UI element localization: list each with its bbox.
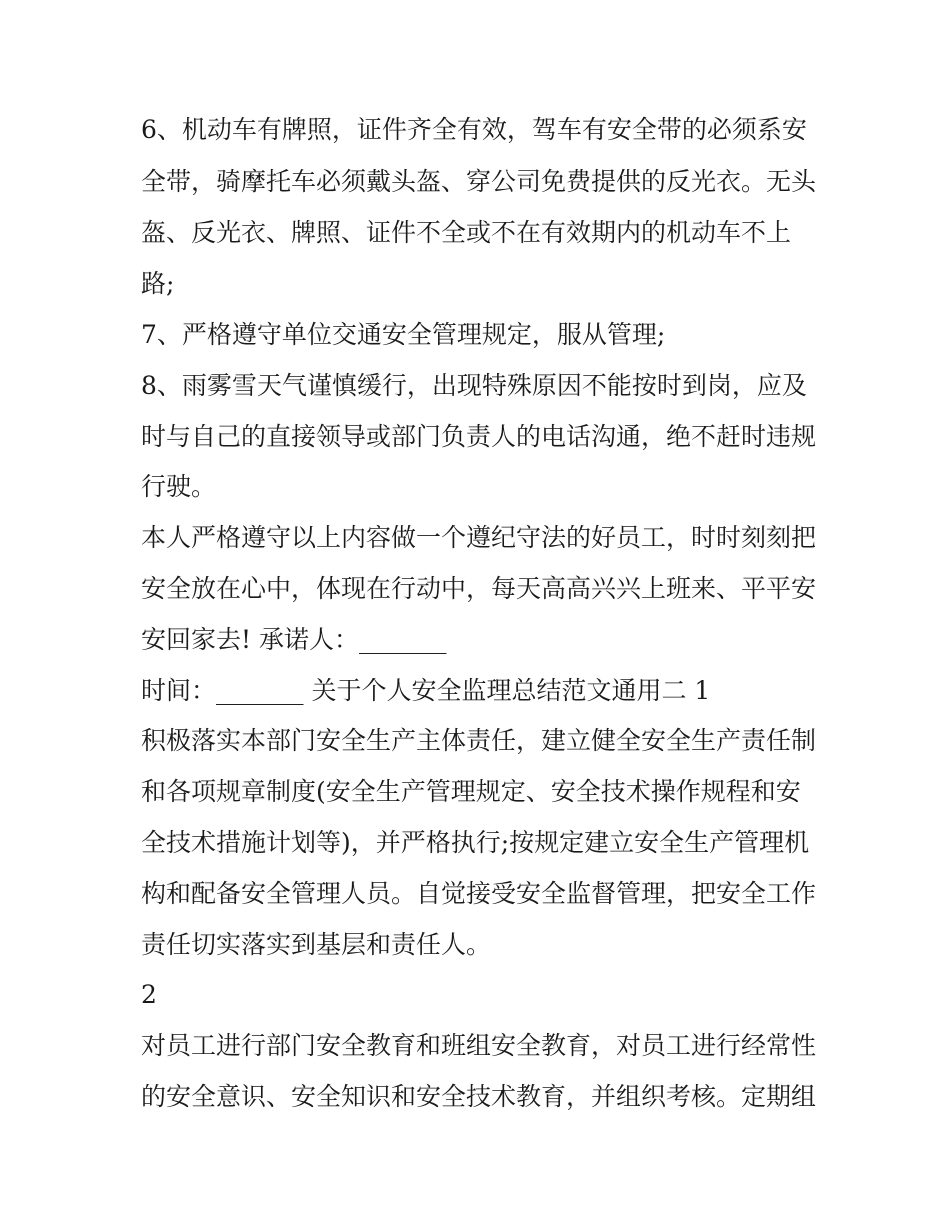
text-line: 的安全意识、安全知识和安全技术教育，并组织考核。定期组 <box>141 1082 817 1111</box>
text-line: 行驶。 <box>141 472 217 501</box>
text-line: 路; <box>141 269 175 298</box>
text-line: 7、严格遵守单位交通安全管理规定，服从管理; <box>141 320 666 349</box>
text-line: 安回家去! 承诺人：_______ <box>141 625 447 654</box>
text-line: 积极落实本部门安全生产主体责任，建立健全安全生产责任制 <box>141 726 817 755</box>
text-line: 安全放在心中，体现在行动中，每天高高兴兴上班来、平平安 <box>141 574 817 603</box>
text-line: 6、机动车有牌照，证件齐全有效，驾车有安全带的必须系安 <box>141 115 807 144</box>
text-line: 时间：_______ 关于个人安全监理总结范文通用二 1 <box>141 676 711 705</box>
text-line: 全技术措施计划等)，并严格执行;按规定建立安全生产管理机 <box>141 828 810 857</box>
text-line: 和各项规章制度(安全生产管理规定、安全技术操作规程和安 <box>141 777 801 806</box>
text-line: 盔、反光衣、牌照、证件不全或不在有效期内的机动车不上 <box>141 218 792 247</box>
text-line: 责任切实落实到基层和责任人。 <box>141 930 492 959</box>
text-line: 8、雨雾雪天气谨慎缓行，出现特殊原因不能按时到岗，应及 <box>141 371 807 400</box>
text-line: 对员工进行部门安全教育和班组安全教育，对员工进行经常性 <box>141 1031 817 1060</box>
text-line: 时与自己的直接领导或部门负责人的电话沟通，绝不赶时违规 <box>141 422 817 451</box>
text-line: 构和配备安全管理人员。自觉接受安全监督管理，把安全工作 <box>141 879 817 908</box>
text-line: 2 <box>141 980 157 1009</box>
text-line: 本人严格遵守以上内容做一个遵纪守法的好员工，时时刻刻把 <box>141 523 817 552</box>
text-line: 全带，骑摩托车必须戴头盔、穿公司免费提供的反光衣。无头 <box>141 167 817 196</box>
